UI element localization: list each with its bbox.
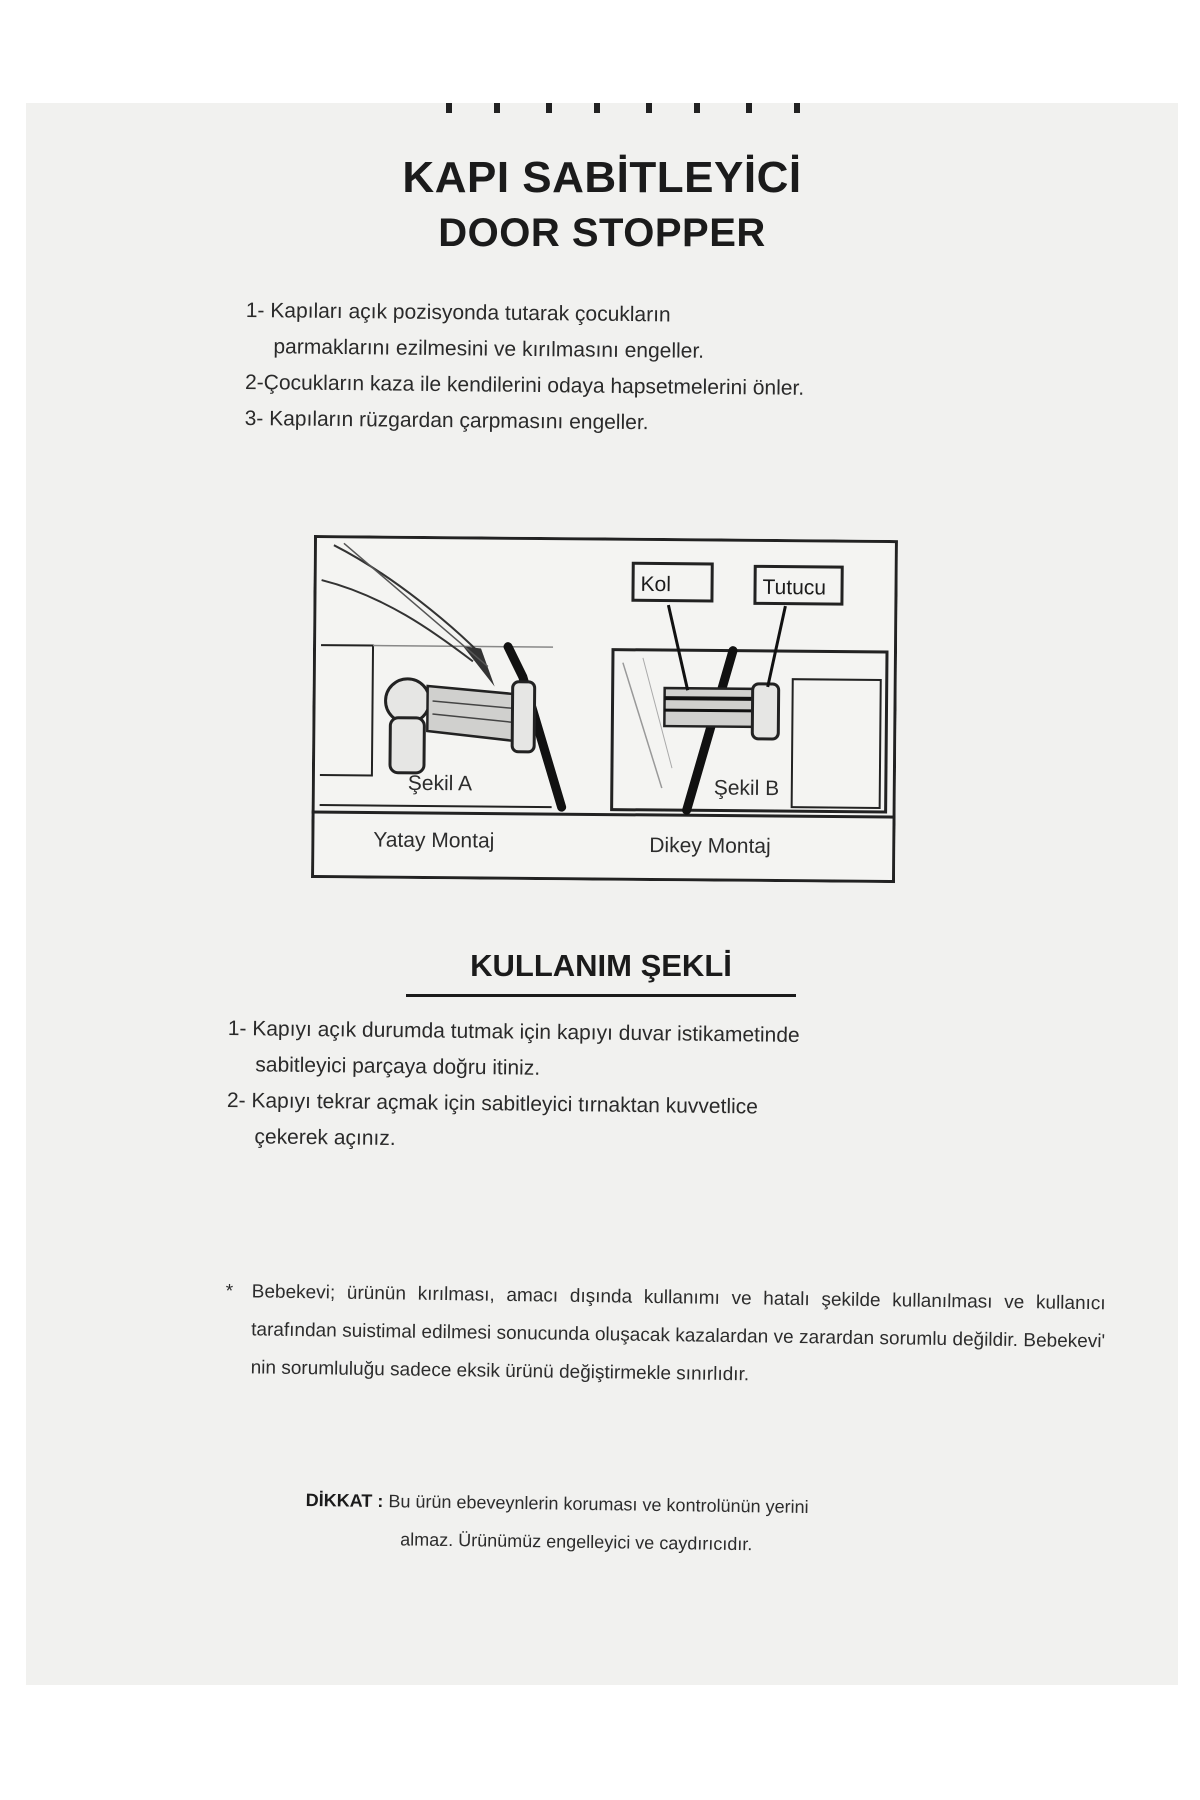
disclaimer-bullet: *	[225, 1280, 234, 1303]
title-english: DOOR STOPPER	[438, 211, 766, 255]
disclaimer-text: Bebekevi; ürünün kırılması, amacı dışında kullanımı ve hatalı şekilde kullanılması ve kullanıcı tarafından suistimal edilmesi sonucunda oluşacak kazalardan ve zarardan sorumlu değildir. Bebekevi' nin sorumluluğu sadece eksik ürünü değiştirmekle sınırlıdır.	[250, 1281, 1106, 1386]
warning-line-2: almaz. Ürünümüz engelleyici ve caydırıcıdır.	[400, 1529, 753, 1555]
label-tutucu: Tutucu	[753, 565, 843, 606]
feature-1-line-1: 1- Kapıları açık pozisyonda tutarak çocukların	[245, 298, 671, 327]
list-item	[245, 293, 1046, 373]
usage-heading: KULLANIM ŞEKLİ	[406, 948, 796, 997]
usage-2-line-1: 2- Kapıyı tekrar açmak için sabitleyici tırnaktan kuvvetlice	[226, 1088, 759, 1119]
list-item	[227, 1011, 1048, 1093]
warning-label: DİKKAT :	[305, 1489, 384, 1512]
warning-line-1: Bu ürün ebeveynlerin koruması ve kontrolünün yerini	[388, 1491, 809, 1518]
feature-2-line-1: 2-Çocukların kaza ile kendilerini odaya hapsetmelerini önler.	[244, 370, 805, 400]
figure-b-label: Şekil B	[713, 776, 780, 801]
cropped-logo-fragment	[26, 103, 1178, 113]
caption-horizontal-mount: Yatay Montaj	[373, 828, 495, 853]
instruction-sheet	[26, 103, 1178, 1685]
feature-1-line-2: parmaklarını ezilmesini ve kırılmasını engeller.	[273, 335, 705, 363]
usage-1-line-1: 1- Kapıyı açık durumda tutmak için kapıyı duvar istikametinde	[227, 1016, 800, 1047]
usage-2-line-2: çekerek açınız.	[254, 1125, 396, 1151]
list-item	[244, 401, 1044, 445]
list-item	[226, 1083, 1047, 1165]
feature-list	[244, 293, 1045, 445]
feature-3-line-1: 3- Kapıların rüzgardan çarpmasını engeller.	[244, 406, 649, 435]
label-kol: Kol	[631, 562, 713, 603]
caption-vertical-mount: Dikey Montaj	[649, 833, 771, 858]
mounting-diagram	[311, 535, 898, 883]
title-turkish: KAPI SABİTLEYİCİ	[402, 153, 802, 202]
disclaimer	[224, 1273, 1106, 1399]
usage-list	[226, 1011, 1048, 1165]
warning-note	[305, 1481, 1006, 1567]
figure-a-label: Şekil A	[407, 771, 473, 796]
usage-1-line-2: sabitleyici parçaya doğru itiniz.	[255, 1053, 541, 1080]
